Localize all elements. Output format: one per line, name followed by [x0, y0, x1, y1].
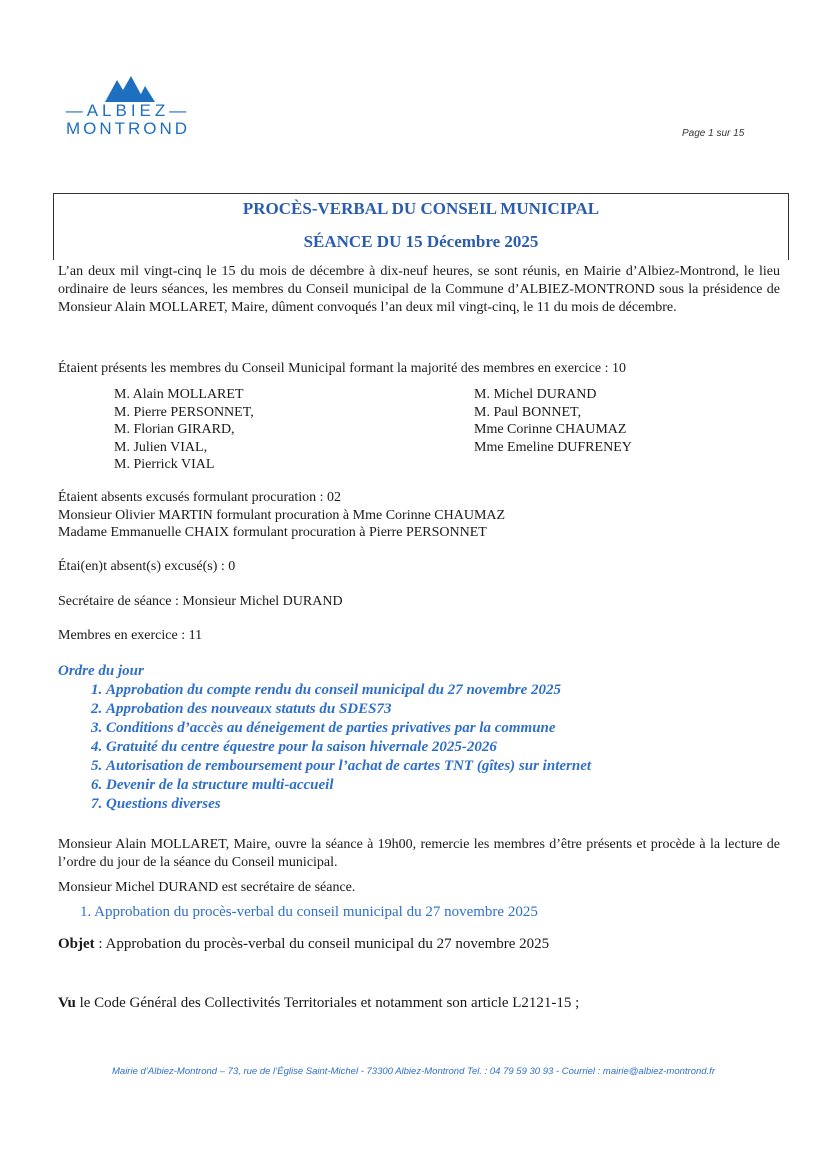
secretary-line: Monsieur Michel DURAND est secrétaire de séance.	[58, 880, 356, 895]
vu-label: Vu	[58, 995, 76, 1011]
absent-1: Monsieur Olivier MARTIN formulant procuration à Mme Corinne CHAUMAZ	[58, 508, 506, 523]
agenda-item: 4. Gratuité du centre équestre pour la saison hivernale 2025-2026	[106, 738, 591, 757]
secretaire: Secrétaire de séance : Monsieur Michel DURAND	[58, 594, 343, 609]
absent-2: Madame Emmanuelle CHAIX formulant procuration à Pierre PERSONNET	[58, 525, 487, 540]
logo-line2: MONTROND	[65, 119, 191, 138]
member: M. Paul BONNET,	[474, 404, 582, 420]
mountain-icon	[93, 76, 163, 102]
agenda	[58, 662, 591, 814]
vu-line	[58, 994, 780, 1012]
footer-address: Mairie d’Albiez-Montrond – 73, rue de l’Église Saint-Michel - 73300 Albiez-Montrond Tel. : 04 79 59 30 93 - Courriel : mairie@albiez-montrond.fr	[112, 1066, 715, 1077]
section-heading-1: 1. Approbation du procès-verbal du conseil municipal du 27 novembre 2025	[80, 904, 538, 920]
excuses: Étai(en)t absent(s) excusé(s) : 0	[58, 559, 236, 574]
agenda-item: 1. Approbation du compte rendu du conseil municipal du 27 novembre 2025	[106, 681, 591, 700]
opening-paragraph: Monsieur Alain MOLLARET, Maire, ouvre la séance à 19h00, remercie les membres d’être présents et procède à la lecture de l’ordre du jour de la séance du Conseil municipal.	[58, 837, 780, 870]
member: M. Alain MOLLARET	[114, 387, 244, 402]
title-box	[53, 193, 789, 260]
member: M. Julien VIAL,	[114, 439, 208, 455]
agenda-item: 2. Approbation des nouveaux statuts du SDES73	[106, 700, 591, 719]
agenda-item: 5. Autorisation de remboursement pour l’achat de cartes TNT (gîtes) sur internet	[106, 757, 591, 776]
agenda-item: 6. Devenir de la structure multi-accueil	[106, 776, 591, 795]
member: M. Florian GIRARD,	[114, 422, 235, 437]
member: Mme Corinne CHAUMAZ	[474, 422, 627, 437]
logo: —ALBIEZ— MONTROND	[58, 76, 198, 138]
absents-label: Étaient absents excusés formulant procuration : 02	[58, 490, 342, 505]
document-title: PROCÈS-VERBAL DU CONSEIL MUNICIPAL	[242, 199, 600, 218]
agenda-title: Ordre du jour	[58, 663, 144, 679]
member: M. Michel DURAND	[474, 387, 597, 402]
presents-left	[114, 386, 254, 474]
page-number: Page 1 sur 15	[682, 128, 745, 139]
membres-exercice: Membres en exercice : 11	[58, 628, 203, 643]
objet-text: : Approbation du procès-verbal du conseil municipal du 27 novembre 2025	[94, 936, 550, 952]
presents-label: Étaient présents les membres du Conseil Municipal formant la majorité des membres en exercice : 10	[58, 361, 626, 376]
member: M. Pierre PERSONNET,	[114, 404, 254, 420]
intro-paragraph: L’an deux mil vingt-cinq le 15 du mois de décembre à dix-neuf heures, se sont réunis, en Mairie d’Albiez-Montrond, le lieu ordinaire de leurs séances, les membres du Conseil municipal de la Commune d’ALBIEZ-MONTROND sous la présidence de Monsieur Alain MOLLARET, Maire, dûment convoqués l’an deux mil vingt-cinq, le 11 du mois de décembre.	[58, 264, 780, 315]
agenda-item: 7. Questions diverses	[106, 795, 591, 814]
presents-right	[474, 386, 632, 456]
session-date: SÉANCE DU 15 Décembre 2025	[303, 232, 539, 251]
objet-line	[58, 935, 780, 953]
objet-label: Objet	[58, 936, 95, 952]
vu-text: le Code Général des Collectivités Territoriales et notamment son article L2121-15 ;	[75, 995, 580, 1011]
logo-line1: ALBIEZ	[86, 101, 170, 120]
member: Mme Emeline DUFRENEY	[474, 439, 632, 455]
member: M. Pierrick VIAL	[114, 457, 215, 472]
agenda-item: 3. Conditions d’accès au déneigement de parties privatives par la commune	[106, 719, 591, 738]
